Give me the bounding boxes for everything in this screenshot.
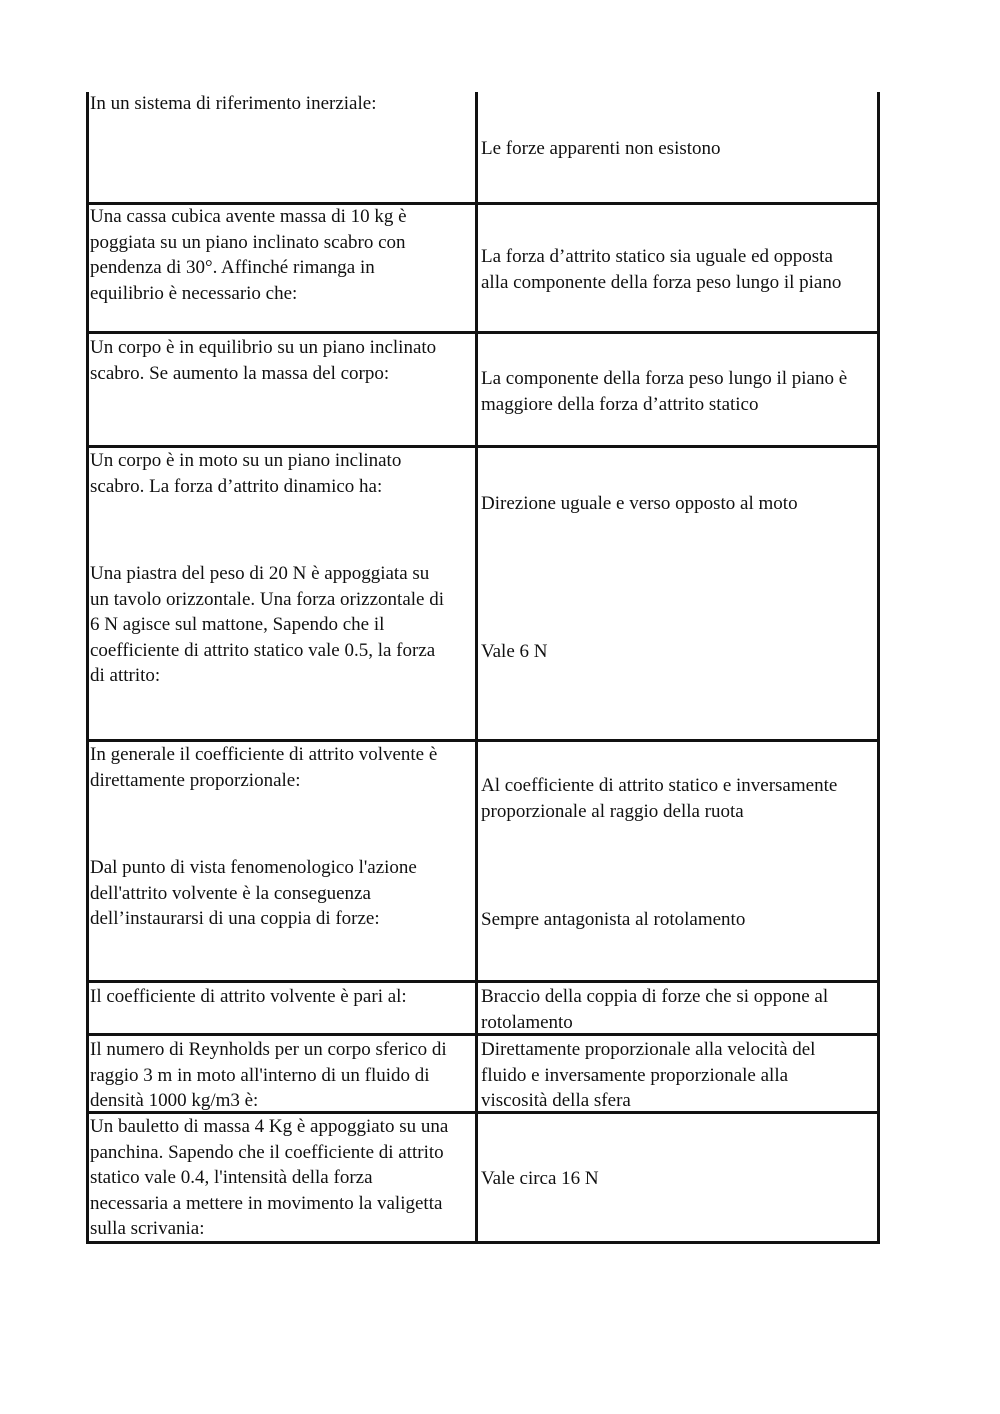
answer-cell: Le forze apparenti non esistono (481, 138, 721, 159)
answer-cell: Direttamente proporzionale alla velocità del fluido e inversamente proporzionale alla viscosità della sfera (481, 1039, 816, 1111)
answer-cell: Direzione uguale e verso opposto al moto (481, 493, 798, 514)
question-cell: Il coefficiente di attrito volvente è pari al: (90, 986, 407, 1007)
question-cell: Un corpo è in moto su un piano inclinato scabro. La forza d’attrito dinamico ha: (90, 450, 402, 497)
question-cell: Un corpo è in equilibrio su un piano inclinato scabro. Se aumento la massa del corpo: (90, 337, 437, 384)
answer-cell: Braccio della coppia di forze che si oppone al rotolamento (481, 986, 829, 1033)
question-cell: In generale il coefficiente di attrito volvente è direttamente proporzionale: (90, 744, 438, 791)
row-divider (86, 980, 880, 983)
question-cell: In un sistema di riferimento inerziale: (90, 93, 377, 114)
question-cell: Un bauletto di massa 4 Kg è appoggiato su una panchina. Sapendo che il coefficiente di attrito statico vale 0.4, l'intensità della forza necessaria a mettere in movimento la valigetta sulla scrivania: (90, 1116, 449, 1239)
question-cell: Il numero di Reynholds per un corpo sferico di raggio 3 m in moto all'interno di un fluido di densità 1000 kg/m3 è: (90, 1039, 447, 1111)
row-divider (86, 331, 880, 334)
question-cell: Una cassa cubica avente massa di 10 kg è poggiata su un piano inclinato scabro con pendenza di 30°. Affinché rimanga in equilibrio è necessario che: (90, 206, 407, 304)
table-border-middle (475, 92, 478, 1244)
table-border-right (877, 92, 880, 1244)
question-cell: Dal punto di vista fenomenologico l'azione dell'attrito volvente è la conseguenza dell’instaurarsi di una coppia di forze: (90, 857, 417, 929)
answer-cell: Vale circa 16 N (481, 1168, 599, 1189)
answer-cell: La forza d’attrito statico sia uguale ed opposta alla componente della forza peso lungo il piano (481, 246, 842, 293)
table-border-left (86, 92, 89, 1244)
answer-cell: Sempre antagonista al rotolamento (481, 909, 746, 930)
answer-cell: Al coefficiente di attrito statico e inversamente proporzionale al raggio della ruota (481, 775, 838, 822)
answer-cell: La componente della forza peso lungo il piano è maggiore della forza d’attrito statico (481, 368, 848, 415)
answer-cell: Vale 6 N (481, 641, 548, 662)
question-cell: Una piastra del peso di 20 N è appoggiata su un tavolo orizzontale. Una forza orizzontale di 6 N agisce sul mattone, Sapendo che il coefficiente di attrito statico vale 0.5, la forza di attrito: (90, 563, 444, 686)
